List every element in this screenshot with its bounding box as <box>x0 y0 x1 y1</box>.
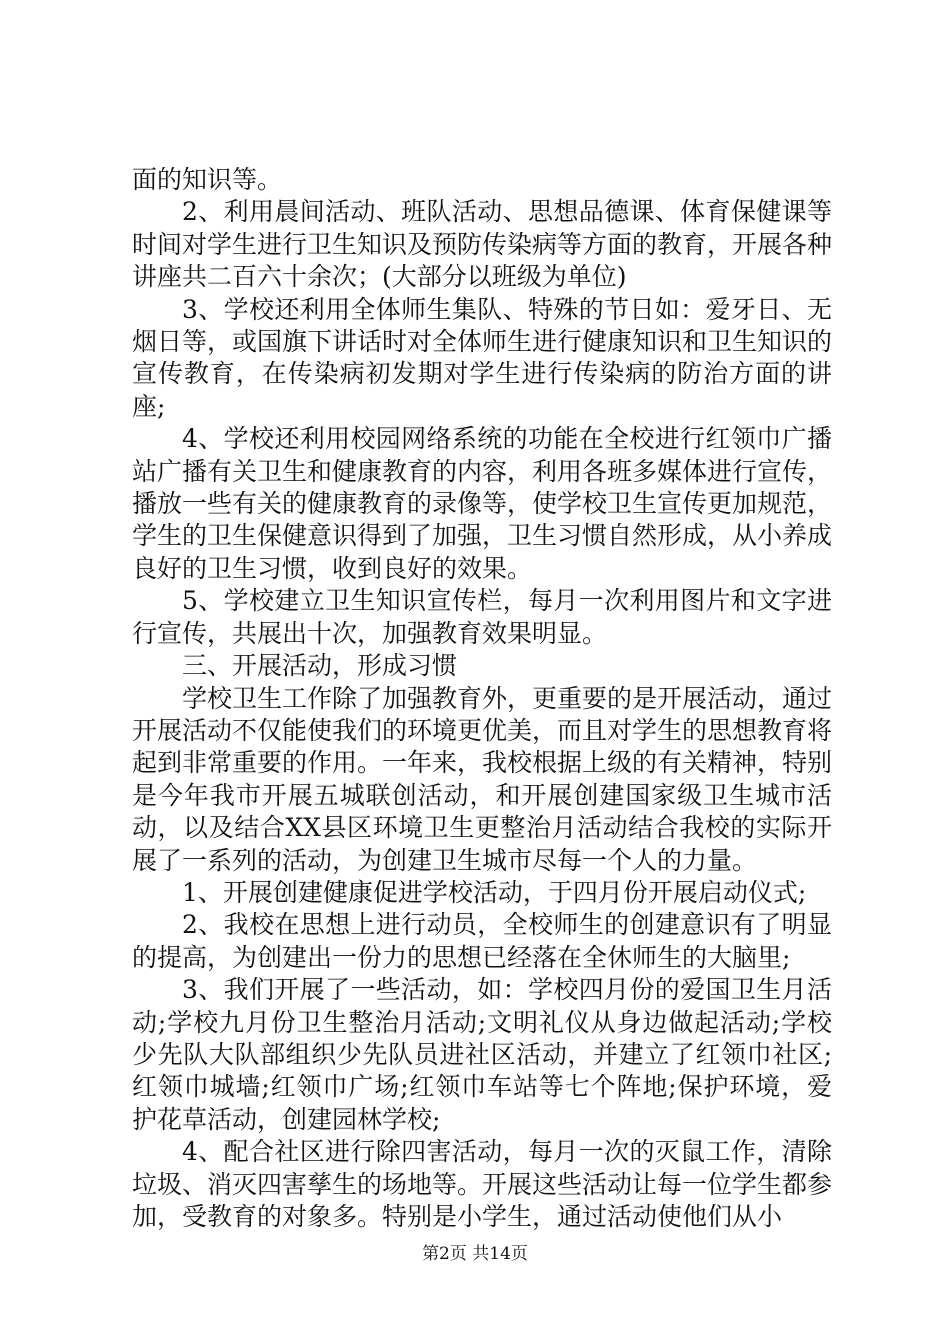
paragraph-7: 1、开展创建健康促进学校活动，于四月份开展启动仪式; <box>182 877 807 907</box>
paragraph-4: 5、学校建立卫生知识宣传栏，每月一次利用图片和文字进行宣传，共展出十次，加强教育效果明显。 <box>132 586 832 648</box>
paragraph-2: 3、学校还利用全体师生集队、特殊的节日如：爱牙日、无烟日等，或国旗下讲话时对全体师生进行健康知识和卫生知识的宣传教育，在传染病初发期对学生进行传染病的防治方面的讲座; <box>132 294 833 421</box>
paragraph-3: 4、学校还利用校园网络系统的功能在全校进行红领巾广播站广播有关卫生和健康教育的内容，利用各班多媒体进行宣传，播放一些有关的健康教育的录像等，使学校卫生宣传更加规范，学生的卫生保健意识得到了加强，卫生习惯自然形成，从小养成良好的卫生习惯，收到良好的效果。 <box>132 424 833 583</box>
page-number: 第2页 共14页 <box>422 1244 528 1264</box>
paragraph-0: 面的知识等。 <box>132 165 283 194</box>
paragraph-10: 4、配合社区进行除四害活动，每月一次的灭鼠工作，清除垃圾、消灭四害孳生的场地等。开展这些活动让每一位学生都参加，受教育的对象多。特别是小学生，通过活动使他们从小 <box>132 1137 833 1231</box>
paragraph-8: 2、我校在思想上进行动员，全校师生的创建意识有了明显的提高，为创建出一份力的思想已经落在全休师生的大脑里; <box>132 910 832 972</box>
paragraph-1: 2、利用晨间活动、班队活动、思想品德课、体育保健课等时间对学生进行卫生知识及预防传染病等方面的教育，开展各种讲座共二百六十余次；(大部分以班级为单位) <box>132 197 833 292</box>
paragraph-6: 学校卫生工作除了加强教育外，更重要的是开展活动，通过开展活动不仅能使我们的环境更优美，而且对学生的思想教育将起到非常重要的作用。一年来，我校根据上级的有关精神，特别是今年我市开展五城联创活动，和开展创建国家级卫生城市活动，以及结合XX县区环境卫生更整治月活动结合我校的实际开展了一系列的活动，为创建卫生城市尽每一个人的力量。 <box>132 683 833 875</box>
paragraph-9: 3、我们开展了一些活动，如：学校四月份的爱国卫生月活动;学校九月份卫生整治月活动;文明礼仪从身边做起活动;学校少先队大队部组织少先队员进社区活动，并建立了红领巾社区;红领巾城墙;红领巾广场;红领巾车站等七个阵地;保护环境，爱护花草活动，创建园林学校; <box>132 975 832 1134</box>
document-body <box>132 164 832 1233</box>
section-heading: 三、开展活动，形成习惯 <box>182 651 458 681</box>
page-footer <box>0 1243 950 1265</box>
